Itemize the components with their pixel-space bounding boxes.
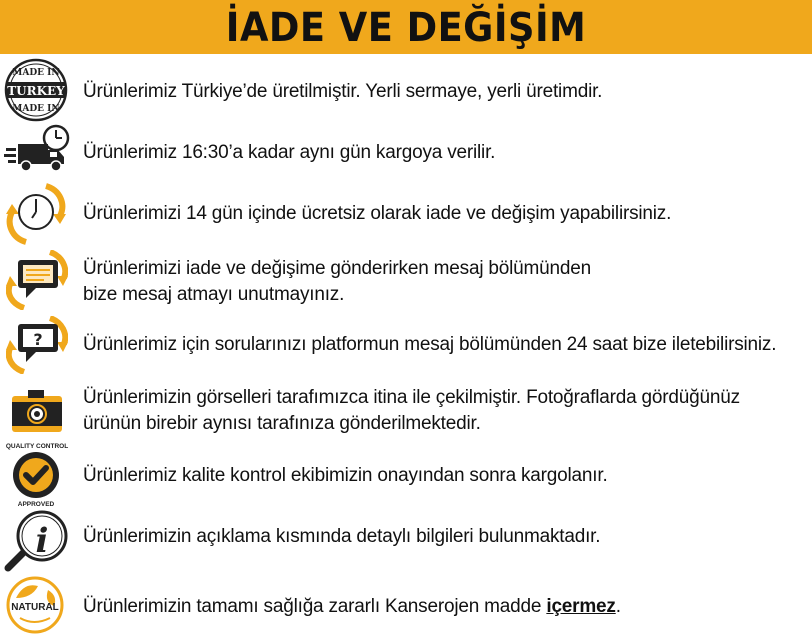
question-message-arrows-icon bbox=[6, 316, 68, 374]
fast-delivery-truck-clock-icon bbox=[4, 122, 72, 174]
badge-mid-text: TURKEY bbox=[7, 84, 65, 98]
clock-return-arrows-icon bbox=[6, 182, 66, 246]
header-banner bbox=[0, 0, 812, 54]
item-text-3: Ürünlerimizi 14 gün içinde ücretsiz olarak iade ve değişim yapabilirsiniz. bbox=[83, 203, 672, 224]
page-title: İADE VE DEĞİŞİM bbox=[225, 5, 587, 51]
info-magnifier-icon bbox=[4, 508, 70, 572]
item-text-6-line-2: ürünün birebir aynısı tarafınıza gönderilmektedir. bbox=[83, 413, 481, 434]
item-text-5: Ürünlerimiz için sorularınızı platformun mesaj bölümünden 24 saat bize iletebilirsiniz. bbox=[83, 334, 777, 355]
item-text-9 bbox=[83, 593, 621, 620]
item-text-4-line-2: bize mesaj atmayı unutmayınız. bbox=[83, 284, 345, 305]
svg-text:?: ? bbox=[33, 330, 43, 349]
item-text-4-line-1: Ürünlerimizi iade ve değişime gönderirken mesaj bölümünden bbox=[83, 258, 591, 279]
badge-top-text: QUALITY CONTROL bbox=[5, 443, 69, 450]
item-text-2: Ürünlerimiz 16:30’a kadar aynı gün kargoya verilir. bbox=[83, 142, 496, 163]
quality-control-approved-check-icon bbox=[2, 440, 72, 508]
message-return-arrows-icon bbox=[6, 250, 68, 310]
camera-icon bbox=[12, 390, 62, 432]
item-text-9-main: Ürünlerimizin tamamı sağlığa zararlı Kanserojen madde bbox=[83, 596, 547, 617]
badge-bottom-text: APPROVED bbox=[17, 501, 55, 508]
item-text-8: Ürünlerimizin açıklama kısmında detaylı bilgileri bulunmaktadır. bbox=[83, 526, 601, 547]
badge-top-text: MADE IN bbox=[12, 68, 60, 78]
natural-leaf-badge-icon bbox=[2, 576, 68, 634]
item-text-6-line-1: Ürünlerimizin görselleri tarafımızca itina ile çekilmiştir. Fotoğraflarda gördüğünüz bbox=[83, 387, 740, 408]
made-in-turkey-stamp-icon bbox=[4, 58, 68, 122]
svg-text:i: i bbox=[35, 521, 49, 561]
item-text-9-emphasis: içermez bbox=[546, 596, 616, 617]
badge-bottom-text: MADE IN bbox=[12, 104, 60, 114]
badge-label: NATURAL bbox=[11, 602, 59, 613]
item-text-7: Ürünlerimiz kalite kontrol ekibimizin onayından sonra kargolanır. bbox=[83, 465, 608, 486]
item-text-1: Ürünlerimiz Türkiye’de üretilmiştir. Yerli sermaye, yerli üretimdir. bbox=[83, 81, 603, 102]
item-text-9-end: . bbox=[615, 596, 621, 617]
